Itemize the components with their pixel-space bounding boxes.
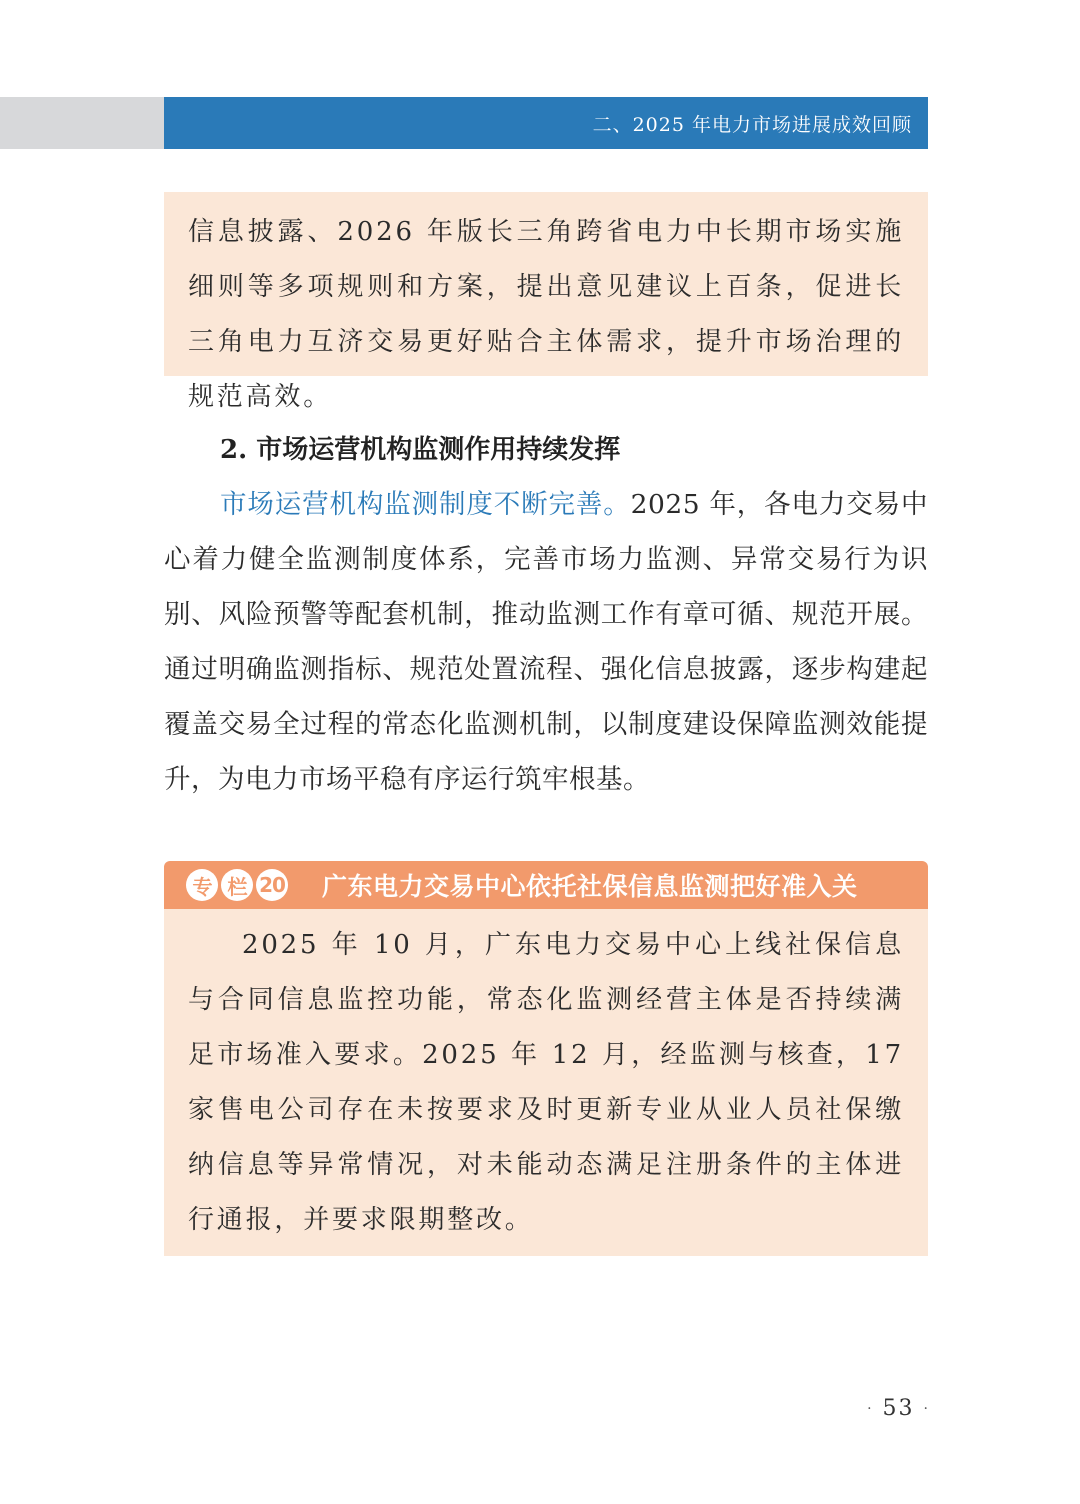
chapter-header-bar xyxy=(164,97,928,149)
paragraph-lead: 市场运营机构监测制度不断完善。 xyxy=(220,489,631,520)
column-header xyxy=(164,861,928,909)
header-side-band xyxy=(0,97,164,149)
paragraph-body: 2025 年，各电力交易中心着力健全监测制度体系，完善市场力监测、异常交易行为识别、风险预警等配套机制，推动监测工作有章可循、规范开展。通过明确监测指标、规范处置流程、强化信息披露，逐步构建起覆盖交易全过程的常态化监测机制，以制度建设保障监测效能提升，为电力市场平稳有序运行筑牢根基。 xyxy=(164,489,928,795)
page-dot-right: · xyxy=(923,1401,930,1417)
continued-paragraph: 信息披露、2026 年版长三角跨省电力中长期市场实施细则等多项规则和方案，提出意见建议上百条，促进长三角电力互济交易更好贴合主体需求，提升市场治理的规范高效。 xyxy=(188,217,904,412)
badge-char-zhuan: 专 xyxy=(186,869,218,901)
column-title: 广东电力交易中心依托社保信息监测把好准入关 xyxy=(322,872,858,901)
section-title: 市场运营机构监测作用持续发挥 xyxy=(256,435,621,465)
page-number-value: 53 xyxy=(882,1396,915,1421)
page-dot-left: · xyxy=(867,1401,874,1417)
section-number: 2. xyxy=(220,435,248,465)
section-paragraph xyxy=(164,477,928,807)
column-paragraph: 2025 年 10 月，广东电力交易中心上线社保信息与合同信息监控功能，常态化监测经营主体是否持续满足市场准入要求。2025 年 12 月，经监测与核查，17 家售电公司存在未按要求及时更新专业从业人员社保缴纳信息等异常情况，对未能动态满足注册条件的主体进行通报，并要求限期整改。 xyxy=(188,930,904,1235)
page-number xyxy=(867,1396,930,1421)
chapter-title: 二、2025 年电力市场进展成效回顾 xyxy=(592,113,912,136)
badge-char-lan: 栏 xyxy=(221,869,253,901)
section-heading xyxy=(220,430,620,470)
column-badge xyxy=(186,869,288,901)
column-body-box xyxy=(164,909,928,1256)
continued-text-box xyxy=(164,192,928,412)
badge-number: 20 xyxy=(256,869,288,901)
